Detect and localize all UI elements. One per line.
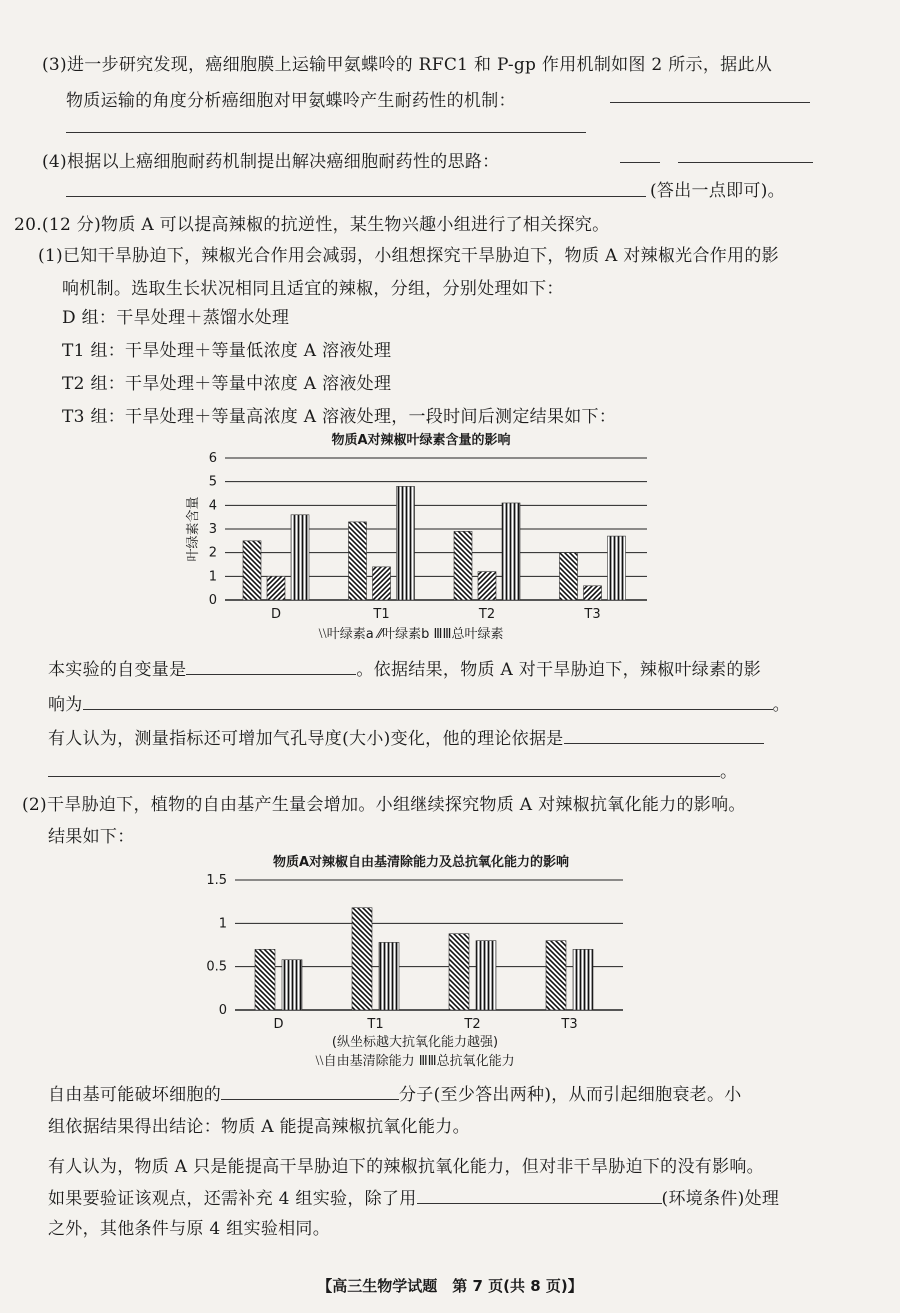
x-tick-label: D	[270, 607, 282, 622]
q3-answer-blank-1[interactable]	[610, 102, 810, 103]
y-axis-label: 叶绿素含量	[186, 496, 201, 562]
bar-fwd-T1	[373, 567, 391, 600]
bar-back-T3	[560, 553, 578, 600]
q20-1-b2: 。	[772, 695, 790, 715]
q20-p1-line1: (1)已知干旱胁迫下，辣椒光合作用会减弱，小组想探究干旱胁迫下，物质 A 对辣椒光合作用的影	[38, 246, 779, 266]
bar-back-T1	[349, 522, 367, 600]
q20-2-b: 组依据结果得出结论：物质 A 能提高辣椒抗氧化能力。	[48, 1117, 470, 1137]
q4-answer-blank-1b[interactable]	[678, 162, 813, 163]
legend: ⧵⧵叶绿素a ⁄⁄叶绿素b ⅢⅢ总叶绿素	[318, 627, 504, 642]
x-tick-label: D	[273, 1017, 284, 1032]
bar-back-D	[255, 949, 275, 1010]
q20-2-a2: 分子(至少答出两种)，从而引起细胞衰老。小	[399, 1085, 742, 1105]
x-tick-label: T1	[367, 1017, 384, 1032]
molecule-blank[interactable]	[221, 1081, 399, 1100]
bar-vert-T1	[397, 486, 415, 600]
y-tick-label: 0	[218, 1003, 227, 1018]
group-t1: T1 组：干旱处理＋等量低浓度 A 溶液处理	[62, 341, 392, 361]
q20-header: 20.(12 分)物质 A 可以提高辣椒的抗逆性，某生物兴趣小组进行了相关探究。	[14, 215, 610, 235]
x-tick-label: T3	[561, 1017, 578, 1032]
q20-1-c	[48, 724, 764, 749]
q20-1-c1: 有人认为，测量指标还可增加气孔导度(大小)变化，他的理论依据是	[48, 729, 564, 749]
bar-fwd-D	[267, 576, 285, 600]
q20-2-d2: (环境条件)处理	[661, 1189, 780, 1209]
independent-variable-blank[interactable]	[186, 656, 356, 675]
q20-2-d1: 如果要验证该观点，还需补充 4 组实验，除了用	[48, 1189, 417, 1209]
y-tick-label: 6	[208, 451, 217, 466]
q20-2-e: 之外，其他条件与原 4 组实验相同。	[48, 1219, 331, 1239]
x-tick-label: T3	[584, 607, 601, 622]
q20-2-d	[48, 1184, 779, 1209]
x-tick-label: T2	[478, 607, 496, 622]
bar-vert-T1	[379, 942, 399, 1010]
q20-1-b	[48, 690, 790, 715]
chart-title: 物质A对辣椒自由基清除能力及总抗氧化能力的影响	[272, 855, 570, 870]
y-tick-label: 3	[208, 522, 217, 537]
y-tick-label: 1	[218, 916, 227, 932]
q4-line1: (4)根据以上癌细胞耐药机制提出解决癌细胞耐药性的思路：	[42, 152, 500, 172]
bar-back-T2	[449, 934, 469, 1010]
q20-1-a2: 。依据结果，物质 A 对干旱胁迫下，辣椒叶绿素的影	[356, 660, 761, 680]
q20-2-c: 有人认为，物质 A 只是能提高干旱胁迫下的辣椒抗氧化能力，但对非干旱胁迫下的没有影响。	[48, 1157, 764, 1177]
q20-1-b1: 响为	[48, 695, 83, 715]
chlorophyll-effect-blank[interactable]	[83, 691, 773, 710]
q20-2-a1: 自由基可能破坏细胞的	[48, 1085, 221, 1105]
q20-p2-line1: (2)干旱胁迫下，植物的自由基产生量会增加。小组继续探究物质 A 对辣椒抗氧化能力的影响。	[22, 795, 746, 815]
q3-answer-blank-2[interactable]	[66, 132, 586, 133]
chart-title: 物质A对辣椒叶绿素含量的影响	[331, 433, 511, 448]
bar-vert-T3	[608, 536, 626, 600]
bar-back-T3	[546, 941, 566, 1010]
bar-fwd-T3	[584, 586, 602, 600]
q20-1-a1: 本实验的自变量是	[48, 660, 187, 680]
bar-vert-T2	[476, 941, 496, 1010]
group-d: D 组：干旱处理＋蒸馏水处理	[62, 308, 290, 328]
y-tick-label: 2	[208, 545, 217, 561]
q20-1-d2: 。	[720, 762, 738, 782]
y-tick-label: 1.5	[206, 873, 227, 888]
q20-p2-line2: 结果如下：	[48, 827, 135, 847]
bar-back-D	[243, 541, 261, 600]
x-tick-label: T2	[464, 1017, 481, 1032]
q3-line1: (3)进一步研究发现，癌细胞膜上运输甲氨蝶呤的 RFC1 和 P-gp 作用机制如图 2 所示，据此从	[42, 55, 773, 75]
chart-note: (纵坐标越大抗氧化能力越强)	[331, 1035, 499, 1050]
q4-tail: (答出一点即可)。	[650, 181, 785, 201]
bar-vert-T3	[573, 949, 593, 1010]
group-t2: T2 组：干旱处理＋等量中浓度 A 溶液处理	[62, 374, 392, 394]
theory-basis-blank-2[interactable]	[48, 758, 720, 777]
theory-basis-blank-1[interactable]	[564, 725, 764, 744]
legend: ⧵⧵自由基清除能力 ⅢⅢ总抗氧化能力	[315, 1054, 515, 1069]
antioxidant-chart	[195, 850, 635, 1075]
y-tick-label: 4	[208, 498, 217, 514]
bar-vert-T2	[502, 503, 520, 600]
x-tick-label: T1	[373, 607, 390, 622]
y-tick-label: 1	[208, 569, 217, 585]
y-tick-label: 0	[208, 593, 217, 608]
q20-1-d	[48, 757, 737, 782]
y-tick-label: 5	[208, 474, 217, 490]
bar-vert-D	[291, 515, 309, 600]
q20-2-a	[48, 1080, 742, 1105]
bar-fwd-T2	[478, 572, 496, 600]
q20-p1-line2: 响机制。选取生长状况相同且适宜的辣椒，分组，分别处理如下：	[62, 279, 564, 299]
q4-answer-blank-2[interactable]	[66, 196, 646, 197]
q4-answer-blank-1a[interactable]	[620, 162, 660, 163]
group-t3: T3 组：干旱处理＋等量高浓度 A 溶液处理，一段时间后测定结果如下：	[62, 407, 617, 427]
chlorophyll-chart	[185, 428, 665, 646]
bar-vert-D	[282, 960, 302, 1010]
page-footer: 【高三生物学试题 第 7 页(共 8 页)】	[317, 1277, 583, 1295]
q20-1-a	[48, 655, 761, 680]
q3-line2: 物质运输的角度分析癌细胞对甲氨蝶呤产生耐药性的机制：	[66, 91, 516, 111]
environment-condition-blank[interactable]	[417, 1185, 662, 1204]
y-tick-label: 0.5	[206, 959, 227, 975]
bar-back-T1	[352, 908, 372, 1010]
bar-back-T2	[454, 531, 472, 600]
